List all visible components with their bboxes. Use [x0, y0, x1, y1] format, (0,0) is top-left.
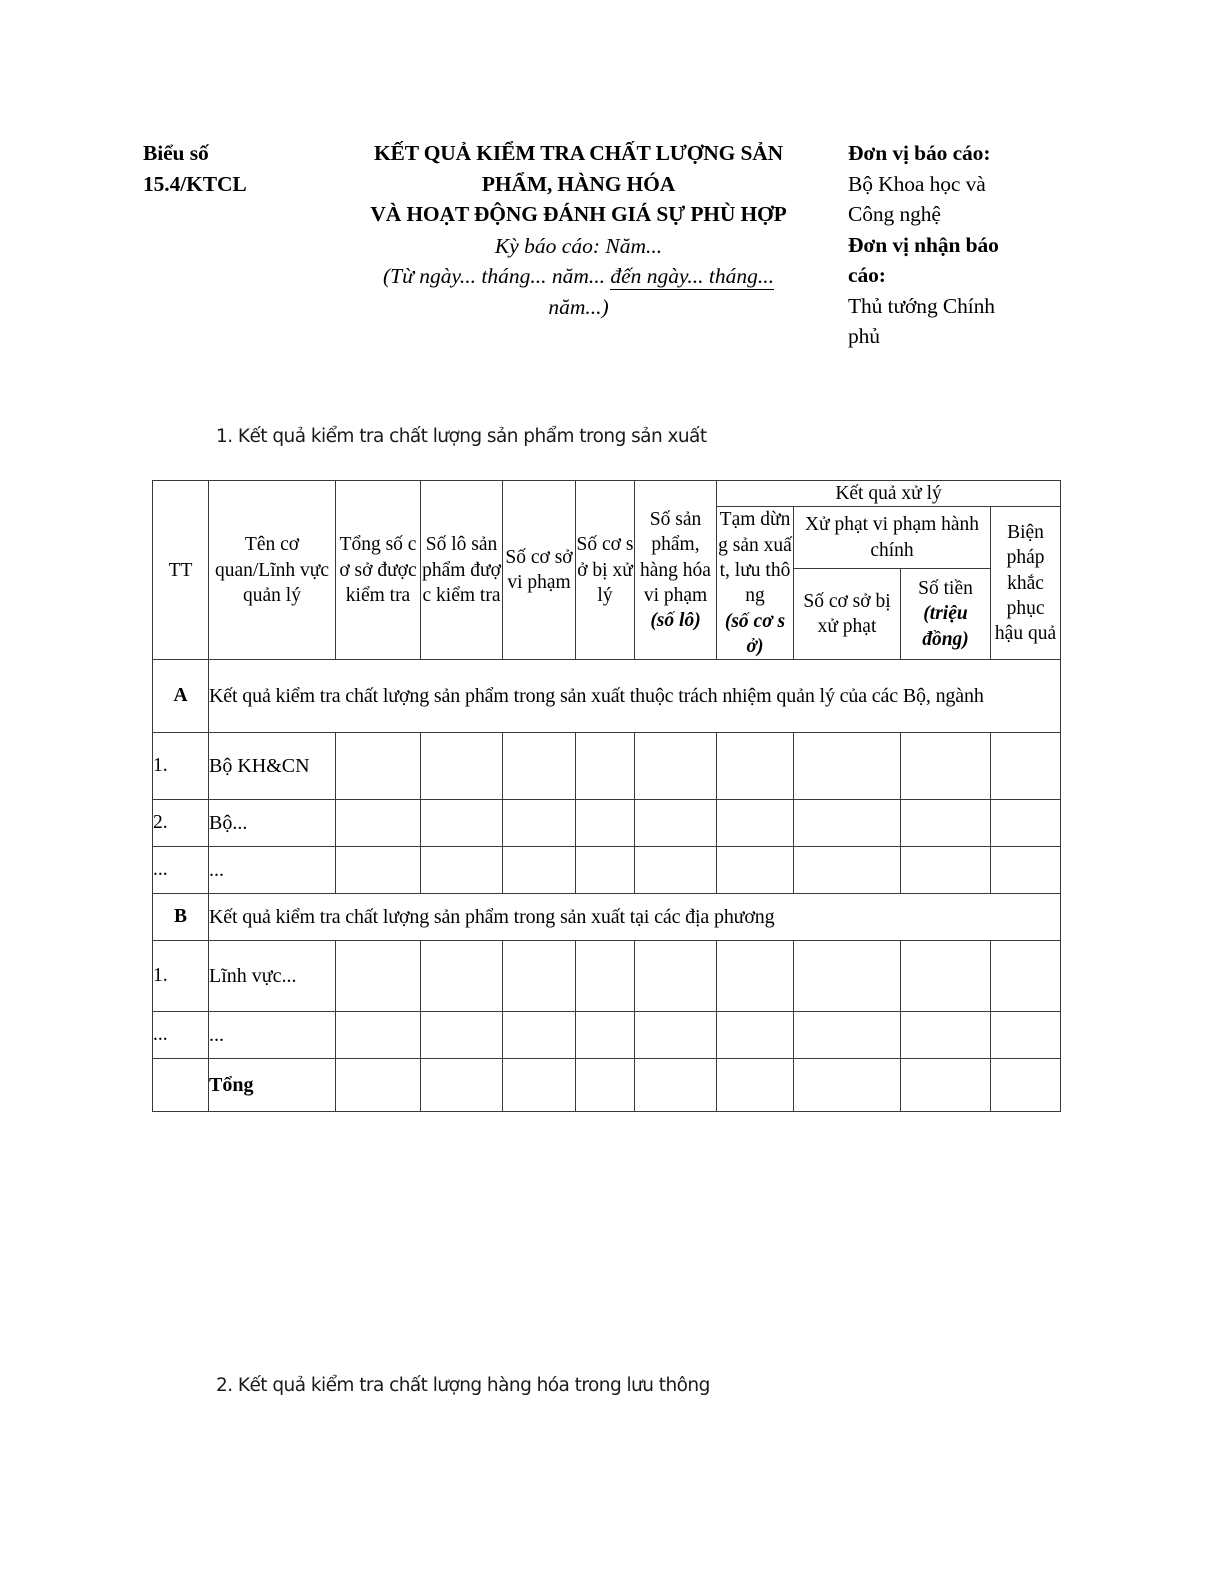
cell-products-violating[interactable]	[635, 847, 717, 894]
cell-total-facilities[interactable]	[336, 800, 421, 847]
col-header-lots-inspected: Số lô sản phẩm được kiểm tra	[421, 481, 503, 660]
cell-facilities-handled[interactable]	[576, 733, 635, 800]
col-header-agency: Tên cơ quan/Lĩnh vực quản lý	[209, 481, 336, 660]
document-header	[143, 138, 1053, 352]
receiving-unit-label-line-1: Đơn vị nhận báo	[848, 232, 999, 257]
reporting-unit-label: Đơn vị báo cáo:	[848, 141, 991, 165]
cell-facilities-violating[interactable]	[503, 847, 576, 894]
section-caption-2: 2. Kết quả kiểm tra chất lượng hàng hóa trong lưu thông	[216, 1375, 710, 1396]
title-line-3: VÀ HOẠT ĐỘNG ĐÁNH GIÁ SỰ PHÙ HỢP	[370, 202, 787, 227]
row-label: ...	[209, 1012, 336, 1059]
row-index: A	[153, 660, 209, 733]
cell-penalized-facilities[interactable]	[794, 847, 901, 894]
col-header-suspend-unit: (số cơ sở)	[724, 610, 786, 658]
form-number-block	[143, 138, 315, 199]
table-row	[153, 1012, 1061, 1059]
row-index: 1.	[153, 941, 209, 1012]
cell-remedial-measures[interactable]	[991, 1059, 1061, 1112]
col-header-products-violating-text: Số sản phẩm, hàng hóa vi phạm	[640, 508, 711, 606]
cell-products-violating[interactable]	[635, 1012, 717, 1059]
col-header-handling-result-group: Kết quả xử lý	[717, 481, 1061, 507]
row-index: 1.	[153, 733, 209, 800]
cell-penalized-facilities[interactable]	[794, 941, 901, 1012]
cell-lots-inspected[interactable]	[421, 941, 503, 1012]
cell-penalty-amount[interactable]	[901, 733, 991, 800]
table-row	[153, 660, 1061, 733]
table-row	[153, 800, 1061, 847]
section-caption-1: 1. Kết quả kiểm tra chất lượng sản phẩm trong sản xuất	[216, 426, 707, 447]
cell-remedial-measures[interactable]	[991, 800, 1061, 847]
cell-suspend[interactable]	[717, 800, 794, 847]
cell-suspend[interactable]	[717, 733, 794, 800]
row-label: ...	[209, 847, 336, 894]
cell-penalty-amount[interactable]	[901, 847, 991, 894]
title-line-1: KẾT QUẢ KIỂM TRA CHẤT LƯỢNG SẢN	[373, 141, 784, 165]
document-title-block	[315, 138, 848, 322]
range-to: đến ngày... tháng...	[610, 264, 774, 289]
table-row-total	[153, 1059, 1061, 1112]
col-header-penalty-amount-text: Số tiền	[918, 578, 973, 600]
cell-penalty-amount[interactable]	[901, 1059, 991, 1112]
row-label-total: Tổng	[209, 1059, 336, 1112]
cell-total-facilities[interactable]	[336, 1012, 421, 1059]
row-index: 2.	[153, 800, 209, 847]
reporting-unit-value-line-1: Bộ Khoa học và	[848, 171, 986, 196]
cell-lots-inspected[interactable]	[421, 1059, 503, 1112]
cell-remedial-measures[interactable]	[991, 1012, 1061, 1059]
cell-suspend[interactable]	[717, 1012, 794, 1059]
units-block	[848, 138, 1053, 352]
cell-facilities-handled[interactable]	[576, 847, 635, 894]
receiving-unit-value-line-2: phủ	[848, 324, 880, 349]
row-index: ...	[153, 847, 209, 894]
document-title	[315, 138, 842, 230]
row-label: Bộ KH&CN	[209, 733, 336, 800]
form-number-label: Biểu số	[143, 141, 209, 165]
production-quality-table-wrapper	[152, 480, 1060, 1112]
cell-facilities-violating[interactable]	[503, 733, 576, 800]
cell-facilities-violating[interactable]	[503, 800, 576, 847]
table-row	[153, 941, 1061, 1012]
cell-penalized-facilities[interactable]	[794, 1012, 901, 1059]
cell-remedial-measures[interactable]	[991, 941, 1061, 1012]
col-header-products-violating-unit: (số lô)	[650, 610, 701, 632]
cell-facilities-violating[interactable]	[503, 1059, 576, 1112]
report-range-line	[315, 261, 842, 292]
cell-total-facilities[interactable]	[336, 847, 421, 894]
cell-lots-inspected[interactable]	[421, 733, 503, 800]
col-header-penalty-amount-unit: (triệu đồng)	[922, 603, 969, 650]
reporting-unit-value-line-2: Công nghệ	[848, 202, 941, 227]
row-label: Lĩnh vực...	[209, 941, 336, 1012]
cell-products-violating[interactable]	[635, 941, 717, 1012]
col-header-products-violating	[635, 481, 717, 660]
cell-remedial-measures[interactable]	[991, 847, 1061, 894]
receiving-unit-label-line-2: cáo:	[848, 263, 886, 288]
receiving-unit-value-line-1: Thủ tướng Chính	[848, 293, 995, 318]
form-number-value: 15.4/KTCL	[143, 171, 247, 196]
cell-total-facilities[interactable]	[336, 941, 421, 1012]
col-header-tt: TT	[153, 481, 209, 660]
cell-facilities-handled[interactable]	[576, 1059, 635, 1112]
table-header-row-1	[153, 481, 1061, 507]
col-header-suspend-text: Tạm dừng sản xuất, lưu thông	[718, 509, 792, 607]
cell-products-violating[interactable]	[635, 733, 717, 800]
title-line-2: PHẨM, HÀNG HÓA	[481, 171, 676, 196]
range-year: năm...)	[548, 294, 609, 319]
cell-suspend[interactable]	[717, 847, 794, 894]
col-header-suspend	[717, 507, 794, 660]
cell-lots-inspected[interactable]	[421, 1012, 503, 1059]
row-index	[153, 1059, 209, 1112]
cell-suspend[interactable]	[717, 941, 794, 1012]
row-index: B	[153, 894, 209, 941]
cell-facilities-violating[interactable]	[503, 941, 576, 1012]
cell-penalized-facilities[interactable]	[794, 800, 901, 847]
cell-facilities-handled[interactable]	[576, 800, 635, 847]
cell-total-facilities[interactable]	[336, 1059, 421, 1112]
cell-facilities-handled[interactable]	[576, 1012, 635, 1059]
table-row	[153, 894, 1061, 941]
cell-penalty-amount[interactable]	[901, 1012, 991, 1059]
production-quality-table	[152, 480, 1061, 1112]
report-period: Kỳ báo cáo: Năm...	[494, 233, 663, 258]
col-header-remedial-measures: Biện pháp khắc phục hậu quả	[991, 507, 1061, 660]
cell-penalty-amount[interactable]	[901, 800, 991, 847]
cell-products-violating[interactable]	[635, 800, 717, 847]
range-from: (Từ ngày... tháng... năm...	[383, 264, 605, 289]
cell-remedial-measures[interactable]	[991, 733, 1061, 800]
col-header-facilities-handled: Số cơ sở bị xử lý	[576, 481, 635, 660]
row-group-label: Kết quả kiểm tra chất lượng sản phẩm trong sản xuất thuộc trách nhiệm quản lý của các Bộ, ngành	[209, 660, 1061, 733]
table-row	[153, 733, 1061, 800]
cell-suspend[interactable]	[717, 1059, 794, 1112]
cell-facilities-handled[interactable]	[576, 941, 635, 1012]
row-index: ...	[153, 1012, 209, 1059]
cell-penalized-facilities[interactable]	[794, 733, 901, 800]
cell-total-facilities[interactable]	[336, 733, 421, 800]
row-group-label: Kết quả kiểm tra chất lượng sản phẩm trong sản xuất tại các địa phương	[209, 894, 1061, 941]
table-row	[153, 847, 1061, 894]
col-header-admin-penalty: Xử phạt vi phạm hành chính	[794, 507, 991, 568]
cell-lots-inspected[interactable]	[421, 847, 503, 894]
col-header-penalized-facilities: Số cơ sở bị xử phạt	[794, 568, 901, 660]
col-header-total-facilities: Tổng số cơ sở được kiểm tra	[336, 481, 421, 660]
report-period-block	[315, 231, 842, 323]
cell-penalty-amount[interactable]	[901, 941, 991, 1012]
cell-facilities-violating[interactable]	[503, 1012, 576, 1059]
cell-lots-inspected[interactable]	[421, 800, 503, 847]
cell-penalized-facilities[interactable]	[794, 1059, 901, 1112]
row-label: Bộ...	[209, 800, 336, 847]
cell-products-violating[interactable]	[635, 1059, 717, 1112]
col-header-facilities-violating: Số cơ sở vi phạm	[503, 481, 576, 660]
col-header-penalty-amount	[901, 568, 991, 660]
